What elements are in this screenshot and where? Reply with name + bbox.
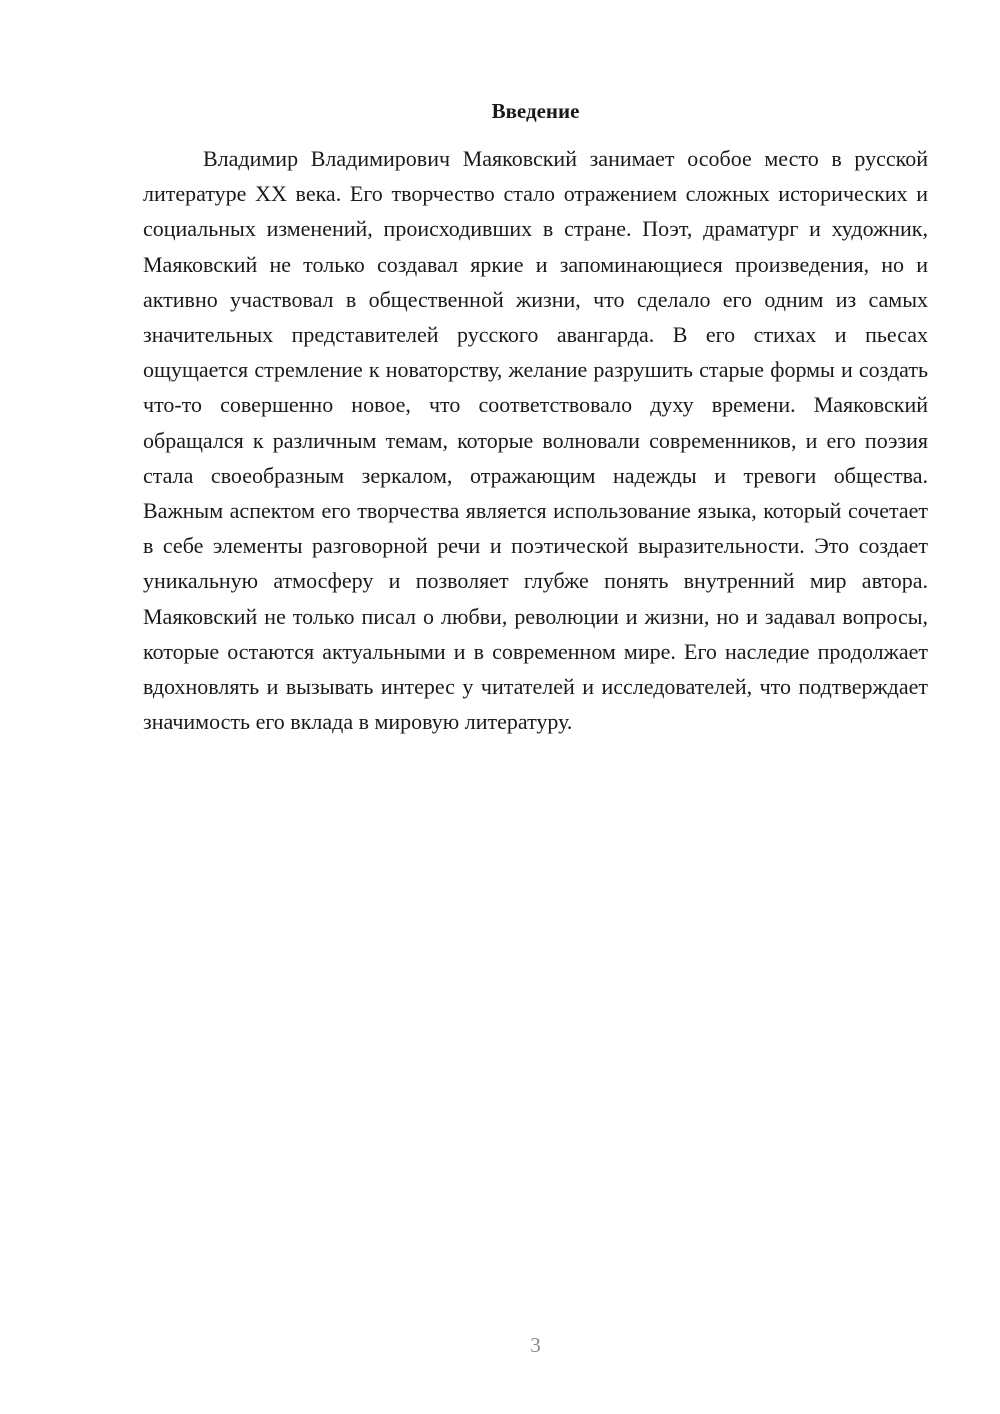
page-number: 3 — [530, 1333, 541, 1357]
body-paragraph: Владимир Владимирович Маяковский занимает особое место в русской литературе XX века. Его творчество стало отражением сложных исторических и социальных изменений, происходивших в стране. Поэт, драматург и художник, Маяковский не только создавал яркие и запоминающиеся произведения, но и активно участвовал в общественной жизни, что сделало его одним из самых значительных представителей русского авангарда. В его стихах и пьесах ощущается стремление к новаторству, желание разрушить старые формы и создать что-то совершенно новое, что соответствовало духу времени. Маяковский обращался к различным темам, которые волновали современников, и его поэзия стала своеобразным зеркалом, отражающим надежды и тревоги общества. Важным аспектом его творчества является использование языка, который сочетает в себе элементы разговорной речи и поэтической выразительности. Это создает уникальную атмосферу и позволяет глубже понять внутренний мир автора. Маяковский не только писал о любви, революции и жизни, но и задавал вопросы, которые остаются актуальными и в современном мире. Его наследие продолжает вдохновлять и вызывать интерес у читателей и исследователей, что подтверждает значимость его вклада в мировую литературу. — [143, 146, 928, 735]
page-title: Введение — [491, 99, 580, 123]
